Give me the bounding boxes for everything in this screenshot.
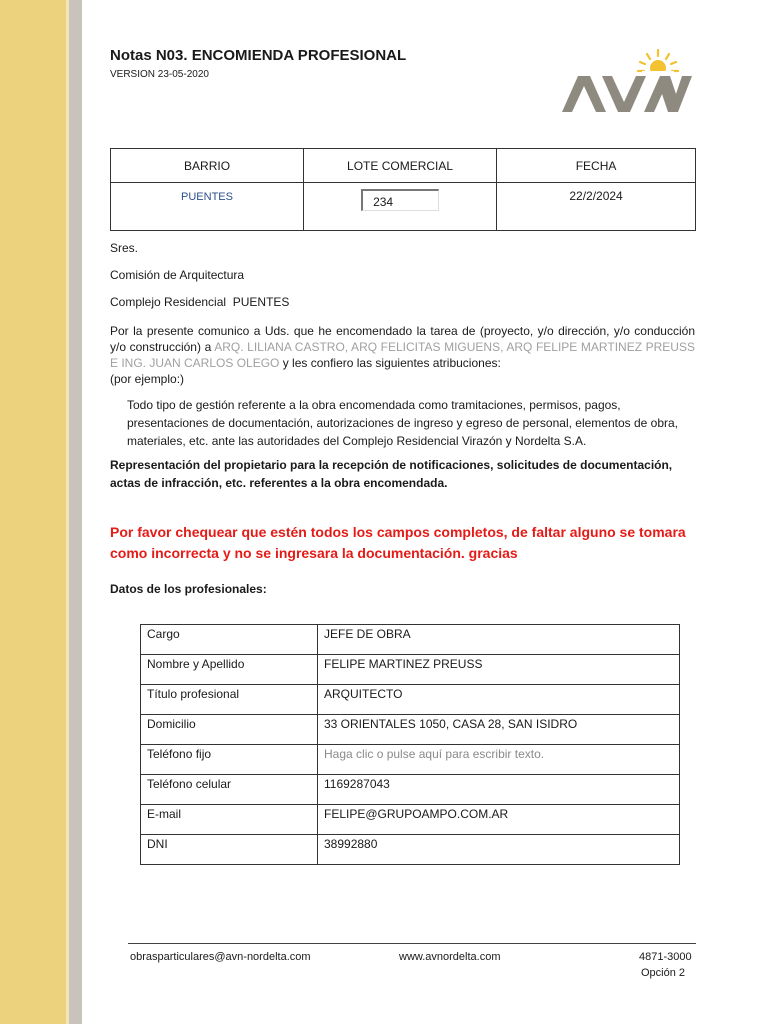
domicilio-field[interactable]: 33 ORIENTALES 1050, CASA 28, SAN ISIDRO [318, 715, 680, 745]
gestion-paragraph: Todo tipo de gestión referente a la obra encomendada como tramitaciones, permisos, pagos, presentaciones de documentación, autorizaciones de ingreso y egreso de personal, elementos de obra, materiales, etc. ante las autoridades del Complejo Residencial Virazón y Nordelta S.A. [127, 398, 679, 448]
salutation: Sres. [110, 241, 139, 255]
avn-logo [556, 46, 694, 126]
professional-data-table [140, 624, 680, 865]
footer-website[interactable]: www.avnordelta.com [399, 951, 501, 963]
fecha-field[interactable]: 22/2/2024 [569, 189, 623, 203]
table-row [141, 715, 680, 745]
table-row [141, 775, 680, 805]
telefono-fijo-label: Teléfono fijo [141, 745, 318, 775]
table-row [141, 835, 680, 865]
telefono-celular-label: Teléfono celular [141, 775, 318, 805]
footer-divider [128, 943, 696, 944]
titulo-field[interactable]: ARQUITECTO [318, 685, 680, 715]
cargo-label: Cargo [141, 625, 318, 655]
telefono-celular-field[interactable]: 1169287043 [318, 775, 680, 805]
fecha-header: FECHA [497, 149, 696, 183]
table-row [141, 805, 680, 835]
sun-icon [638, 50, 678, 79]
telefono-fijo-field[interactable]: Haga clic o pulse aquí para escribir texto. [318, 745, 680, 775]
nombre-label: Nombre y Apellido [141, 655, 318, 685]
dni-label: DNI [141, 835, 318, 865]
table-row [141, 625, 680, 655]
nombre-field[interactable]: FELIPE MARTINEZ PREUSS [318, 655, 680, 685]
titulo-label: Título profesional [141, 685, 318, 715]
side-stripe-grey [69, 0, 82, 1024]
svg-text:AVN: AVN [624, 122, 626, 123]
cargo-field[interactable]: JEFE DE OBRA [318, 625, 680, 655]
lote-header: LOTE COMERCIAL [304, 149, 497, 183]
email-field[interactable]: FELIPE@GRUPOAMPO.COM.AR [318, 805, 680, 835]
dni-field[interactable]: 38992880 [318, 835, 680, 865]
barrio-field[interactable]: PUENTES [181, 191, 233, 203]
footer-phone: 4871-3000 [639, 951, 692, 963]
professionals-field[interactable]: ARQ. LILIANA CASTRO, ARQ FELICITAS MIGUENS, ARQ FELIPE MARTINEZ PREUSS E ING. JUAN CARLOS OLEGO [110, 340, 695, 370]
obra-info-table [110, 148, 696, 231]
logo-letters [562, 76, 692, 112]
representation-paragraph: Representación del propietario para la recepción de notificaciones, solicitudes de documentación, actas de infracción, etc. referentes a la obra encomendada. [110, 458, 673, 490]
recipient-commission: Comisión de Arquitectura [110, 268, 245, 282]
email-label: E-mail [141, 805, 318, 835]
footer-phone-option: Opción 2 [641, 967, 686, 979]
footer-email[interactable]: obrasparticulares@avn-nordelta.com [130, 951, 311, 963]
lote-input[interactable]: 234 [361, 189, 439, 211]
barrio-header: BARRIO [111, 149, 304, 183]
intro-text-b: y les confiero las siguientes atribuciones: [279, 356, 501, 370]
professionals-section-title: Datos de los profesionales: [110, 582, 267, 596]
intro-text-a: Por la presente comunico a Uds. que he encomendado la tarea de (proyecto, y/o dirección, y/o conducción y/o construcción) a [110, 324, 695, 354]
recipient-complex: Complejo Residencial PUENTES [110, 295, 290, 309]
page-title: Notas N03. ENCOMIENDA PROFESIONAL [110, 47, 407, 64]
version-label: VERSION 23-05-2020 [110, 69, 209, 80]
table-row [141, 655, 680, 685]
table-row [141, 685, 680, 715]
warning-message: Por favor chequear que estén todos los campos completos, de faltar alguno se tomara como incorrecta y no se ingresara la documentación. gracias [110, 524, 686, 561]
example-note: (por ejemplo:) [110, 372, 185, 386]
intro-paragraph [110, 323, 695, 371]
table-row [141, 745, 680, 775]
domicilio-label: Domicilio [141, 715, 318, 745]
side-stripe-yellow [0, 0, 66, 1024]
